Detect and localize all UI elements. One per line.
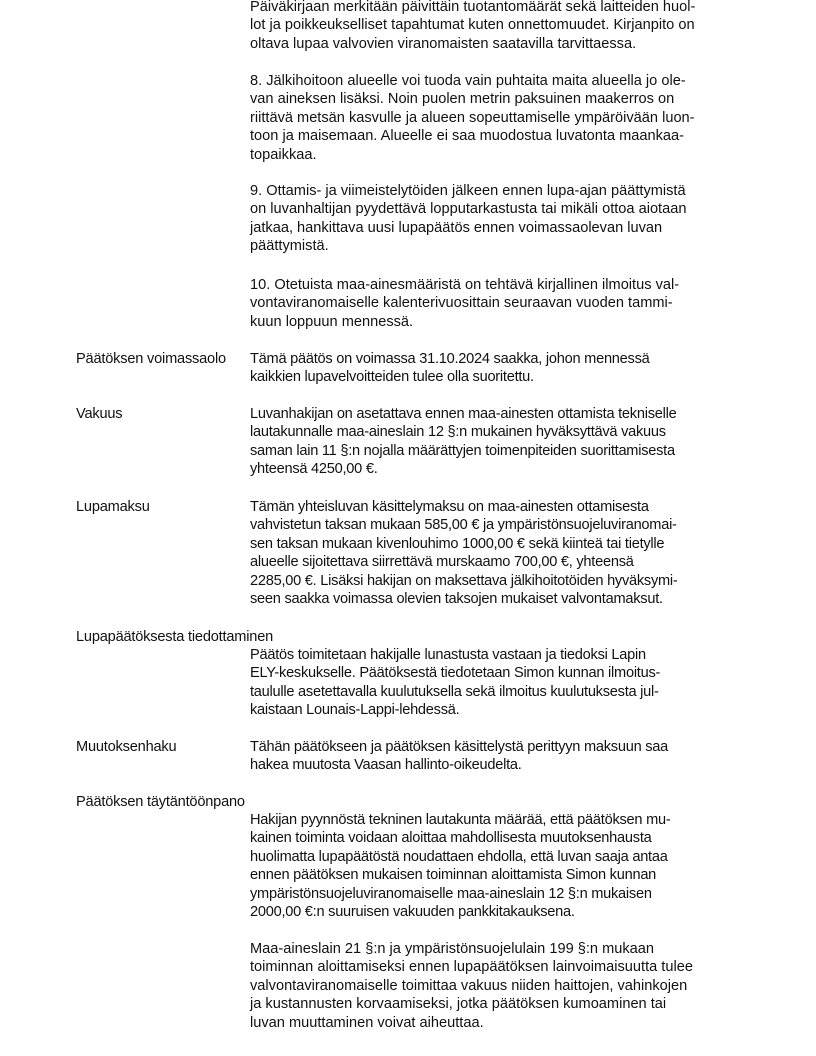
text-line: jatkaa, hankittava uusi lupapäätös ennen voimassaolevan luvan xyxy=(250,219,663,236)
text-line: Luvanhakijan on asetattava ennen maa-ainesten ottamista tekniselle xyxy=(250,406,677,422)
text-line: hakea muutosta Vaasan hallinto-oikeudelta. xyxy=(250,757,522,774)
text-line: päättymistä. xyxy=(250,238,329,255)
text-line: taululle asetettavalla kuulutuksella sekä ilmoitus kuulutuksesta jul- xyxy=(250,683,659,700)
text-line: Päätös toimitetaan hakijalle lunastusta vastaan ja tiedoksi Lapin xyxy=(250,647,646,663)
text-line: vahvistetun taksan mukaan 585,00 € ja ympäristönsuojeluviranomai- xyxy=(250,517,677,534)
text-line: 2285,00 €. Lisäksi hakijan on maksettava jälkihoitotöiden hyväksymi- xyxy=(250,572,678,589)
section-label: Lupapäätöksesta tiedottaminen xyxy=(76,629,274,645)
text-line: 9. Ottamis- ja viimeistelytöiden jälkeen ennen lupa-ajan päättymistä xyxy=(250,183,686,199)
text-line: Tämä päätös on voimassa 31.10.2024 saakka, johon mennessä xyxy=(250,351,650,367)
text-line: sen taksan mukaan kivenlouhimo 1000,00 € sekä kiinteä tai tietylle xyxy=(250,535,665,552)
text-line: Tähän päätökseen ja päätöksen käsittelystä perittyyn maksuun saa xyxy=(250,739,669,755)
section-label: Muutoksenhaku xyxy=(76,739,177,755)
text-line: ympäristönsuojeluviranomaiselle maa-aineslain 12 §:n mukaisen xyxy=(250,885,652,902)
text-line: kaistaan Lounais-Lappi-lehdessä. xyxy=(250,702,460,719)
text-line: 2000,00 €:n suuruisen vakuuden pankkitakauksena. xyxy=(250,903,575,920)
text-line: ja kustannusten korvaamiseksi, jotka päätöksen kumoaminen tai xyxy=(250,996,667,1013)
text-line: valvontaviranomaiselle toimittaa vakuus niiden haittojen, vahinkojen xyxy=(250,977,688,994)
text-line: Maa-aineslain 21 §:n ja ympäristönsuojelulain 199 §:n mukaan xyxy=(250,941,655,957)
text-line: huolimatta lupapäätöstä noudattaen ehdolla, että luvan saaja antaa xyxy=(250,848,668,865)
section-label: Lupamaksu xyxy=(76,499,150,515)
text-line: luvan muuttaminen voivat aiheuttaa. xyxy=(250,1014,484,1031)
text-line: alueelle sijoitettava siirrettävä murskaamo 700,00 €, yhteensä xyxy=(250,554,634,571)
text-line: van aineksen lisäksi. Noin puolen metrin paksuinen maakerros on xyxy=(250,91,675,108)
text-line: ennen päätöksen mukaisen toiminnan aloittamista Simon kunnan xyxy=(250,867,657,884)
text-line: on luvanhaltijan pyydettävä lopputarkastusta tai mikäli ottoa aiotaan xyxy=(250,201,687,218)
section-label: Päätöksen täytäntöönpano xyxy=(76,794,245,810)
text-line: oltava lupaa valvovien viranomaisten saatavilla tarvittaessa. xyxy=(250,35,637,52)
text-line: saman lain 11 §:n nojalla määrättyjen toimenpiteiden suorittamisesta xyxy=(250,442,675,459)
text-line: lautakunnalle maa-aineslain 12 §:n mukainen hyväksyttävä vakuus xyxy=(250,424,666,441)
section-label: Vakuus xyxy=(76,406,123,422)
section-label: Päätöksen voimassaolo xyxy=(76,351,226,367)
text-line: vontaviranomaiselle kalenterivuosittain seuraavan vuoden tammi- xyxy=(250,295,673,312)
text-line: lot ja poikkeukselliset tapahtumat kuten onnettomuudet. Kirjanpito on xyxy=(250,17,695,34)
text-line: toiminnan aloittamiseksi ennen lupapäätöksen lainvoimaisuutta tulee xyxy=(250,959,693,976)
text-line: Hakijan pyynnöstä tekninen lautakunta määrää, että päätöksen mu- xyxy=(250,812,671,828)
text-line: kaikkien lupavelvoitteiden tulee olla suoritettu. xyxy=(250,369,534,386)
text-line: 8. Jälkihoitoon alueelle voi tuoda vain puhtaita maita alueella jo ole- xyxy=(250,73,686,89)
text-line: Tämän yhteisluvan käsittelymaksu on maa-ainesten ottamisesta xyxy=(250,499,649,515)
text-line: riittävä metsän kasvulle ja alueen sopeuttamiselle ympäröivään luon- xyxy=(250,109,695,126)
text-line: kuun loppuun mennessä. xyxy=(250,313,414,330)
text-line: Päiväkirjaan merkitään päivittäin tuotantomäärät sekä laitteiden huol- xyxy=(250,0,696,15)
text-line: yhteensä 4250,00 €. xyxy=(250,461,378,478)
text-line: ELY-keskukselle. Päätöksestä tiedotetaan Simon kunnan ilmoitus- xyxy=(250,665,661,682)
text-line: kainen toiminta voidaan aloittaa mahdollisesta muutoksenhausta xyxy=(250,830,652,847)
text-line: topaikkaa. xyxy=(250,146,317,163)
text-line: toon ja maisemaan. Alueelle ei saa muodostua luvatonta maankaa- xyxy=(250,128,685,145)
text-line: 10. Otetuista maa-ainesmääristä on tehtävä kirjallinen ilmoitus val- xyxy=(250,277,680,293)
text-line: seen saakka voimassa olevien taksojen mukaiset valvontamaksut. xyxy=(250,590,663,607)
